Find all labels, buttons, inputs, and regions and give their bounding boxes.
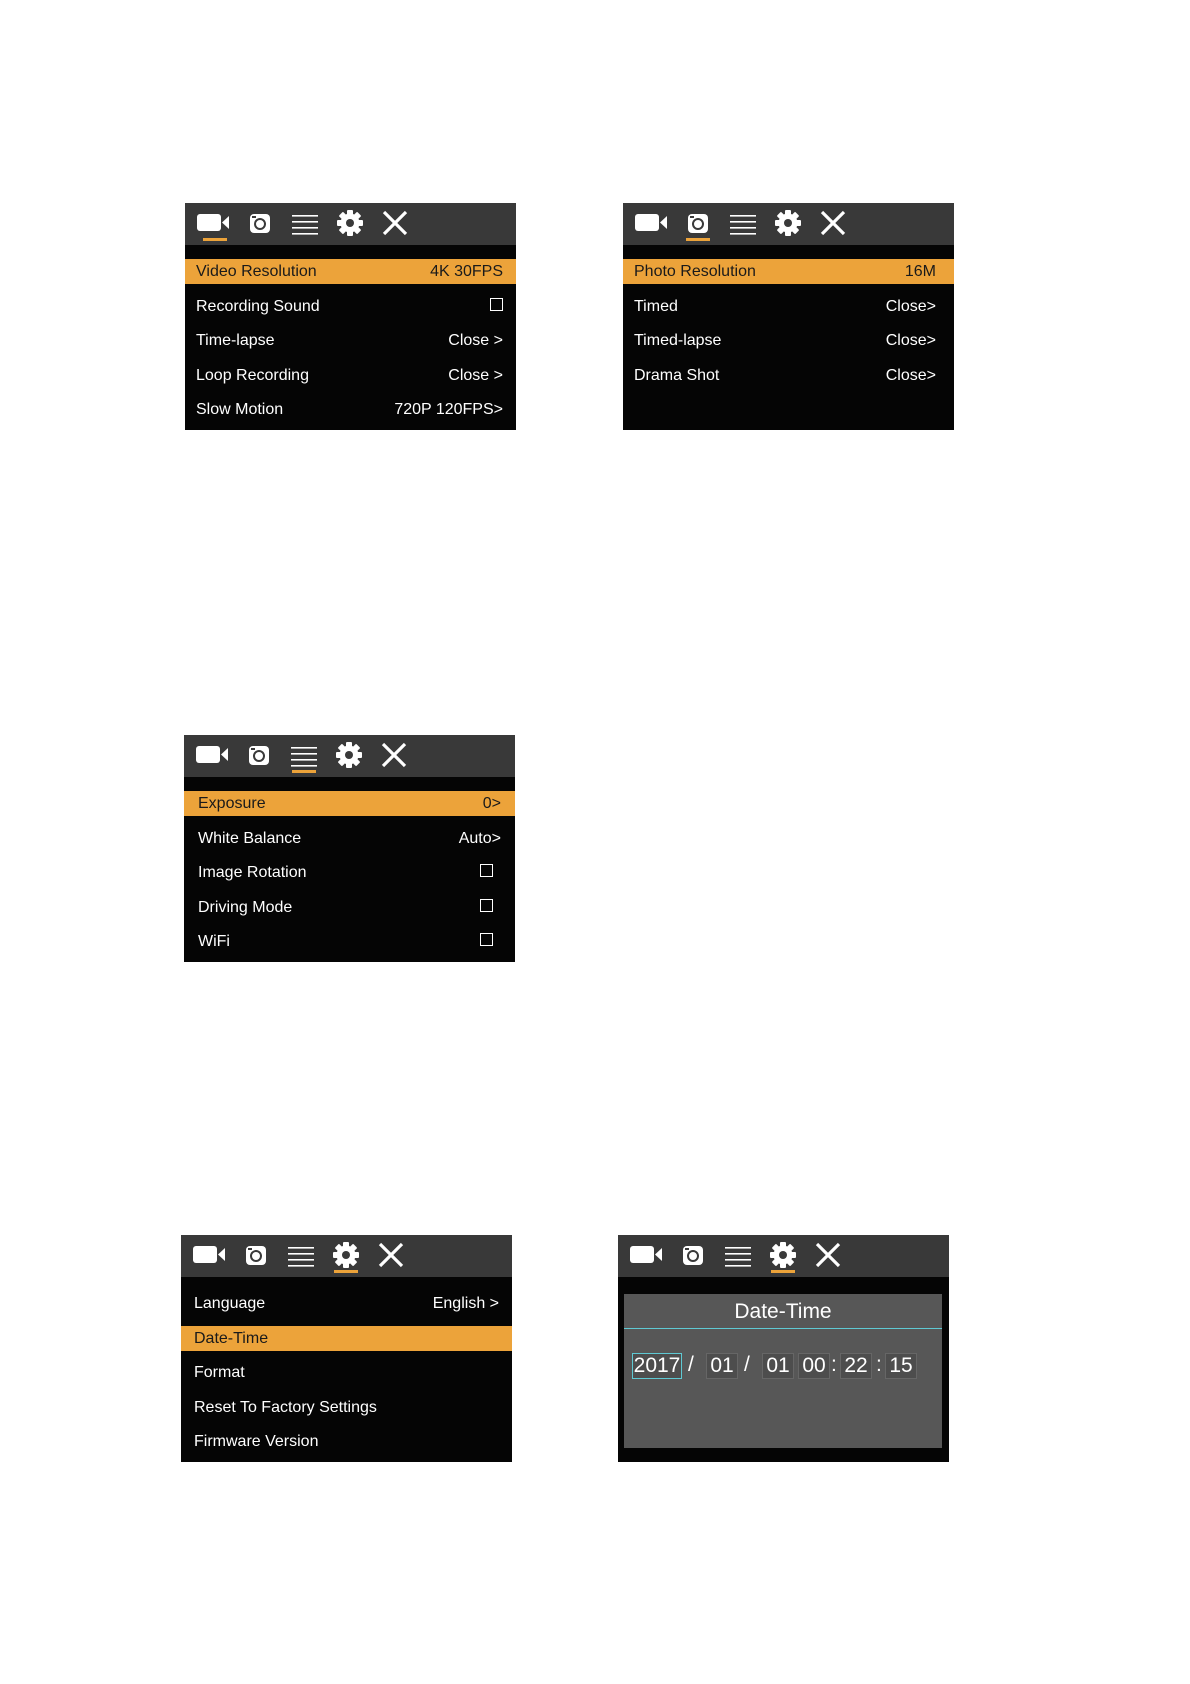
video-camera-icon xyxy=(194,735,234,777)
tools-menu-icon xyxy=(281,1235,321,1277)
menu-item-value: 0> xyxy=(482,795,501,812)
year-field[interactable]: 2017 xyxy=(633,1354,681,1377)
tab-setup[interactable] xyxy=(768,203,808,245)
menu-item-time-lapse[interactable] xyxy=(185,328,516,353)
month-field[interactable]: 01 xyxy=(706,1353,738,1379)
date-time-dialog xyxy=(624,1294,942,1448)
menu-item-label: Photo Resolution xyxy=(634,263,756,280)
menu-item-value: Close > xyxy=(448,366,503,384)
menu-item-label: Loop Recording xyxy=(196,366,309,384)
menu-item-wifi[interactable] xyxy=(184,929,515,954)
menu-item-label: Recording Sound xyxy=(196,297,320,315)
active-tab-indicator xyxy=(334,1270,358,1273)
gear-icon xyxy=(768,203,808,245)
recording-sound-checkbox[interactable] xyxy=(490,298,503,311)
gear-icon xyxy=(330,203,370,245)
tab-tools[interactable] xyxy=(281,1235,321,1277)
tab-tools[interactable] xyxy=(723,203,763,245)
active-tab-indicator xyxy=(203,238,227,241)
time-separator: : xyxy=(831,1353,837,1376)
menu-item-label: Timed xyxy=(634,297,678,315)
menu-item-label: Video Resolution xyxy=(196,263,317,280)
menu-item-recording-sound[interactable] xyxy=(185,294,516,319)
hour-field[interactable]: 00 xyxy=(798,1353,830,1379)
video-camera-icon xyxy=(191,1235,231,1277)
tab-close[interactable] xyxy=(374,735,414,777)
active-tab-indicator xyxy=(771,1270,795,1273)
tab-tools[interactable] xyxy=(284,735,324,777)
menu-item-video-resolution[interactable] xyxy=(185,259,516,284)
tab-close[interactable] xyxy=(371,1235,411,1277)
tools-menu-icon xyxy=(285,203,325,245)
menu-item-photo-resolution[interactable] xyxy=(623,259,954,284)
menu-item-value: English > xyxy=(432,1295,499,1312)
menu-item-label: Image Rotation xyxy=(198,864,307,881)
tab-video[interactable] xyxy=(191,1235,231,1277)
close-icon xyxy=(371,1235,411,1277)
menu-item-label: Firmware Version xyxy=(194,1433,319,1450)
tools-menu-icon xyxy=(723,203,763,245)
tab-photo[interactable] xyxy=(678,203,718,245)
day-field[interactable]: 01 xyxy=(762,1353,794,1379)
tab-photo[interactable] xyxy=(240,203,280,245)
video-settings-screen xyxy=(185,203,516,430)
menu-item-firmware-version[interactable] xyxy=(181,1429,512,1454)
tab-tools[interactable] xyxy=(285,203,325,245)
menu-tab-bar xyxy=(185,203,516,245)
tab-close[interactable] xyxy=(813,203,853,245)
menu-item-value: Auto> xyxy=(458,829,501,847)
tab-video[interactable] xyxy=(633,203,673,245)
menu-tab-bar xyxy=(623,203,954,245)
photo-settings-screen xyxy=(623,203,954,430)
menu-item-value: Close> xyxy=(885,332,936,349)
menu-item-white-balance[interactable] xyxy=(184,826,515,851)
menu-item-timed[interactable] xyxy=(623,294,954,319)
close-icon xyxy=(375,203,415,245)
menu-item-reset-factory[interactable] xyxy=(181,1395,512,1420)
tools-menu-icon xyxy=(718,1235,758,1277)
dialog-title: Date-Time xyxy=(734,1300,832,1323)
tools-settings-menu xyxy=(184,791,515,962)
menu-item-exposure[interactable] xyxy=(184,791,515,816)
menu-item-label: White Balance xyxy=(198,829,302,847)
close-icon xyxy=(808,1235,848,1277)
menu-item-label: Format xyxy=(194,1364,245,1381)
setup-settings-menu xyxy=(181,1291,512,1462)
driving-mode-checkbox[interactable] xyxy=(480,899,493,912)
tab-setup[interactable] xyxy=(330,203,370,245)
menu-item-label: Time-lapse xyxy=(196,332,275,349)
menu-item-timed-lapse[interactable] xyxy=(623,328,954,353)
tools-settings-screen xyxy=(184,735,515,962)
photo-camera-icon xyxy=(673,1235,713,1277)
second-field[interactable]: 15 xyxy=(885,1353,917,1379)
menu-item-label: Drama Shot xyxy=(634,366,720,384)
video-camera-icon xyxy=(633,203,673,245)
tab-setup[interactable] xyxy=(329,735,369,777)
tab-close[interactable] xyxy=(808,1235,848,1277)
photo-camera-icon xyxy=(236,1235,276,1277)
date-separator: / xyxy=(688,1353,694,1376)
menu-item-label: Timed-lapse xyxy=(634,332,722,349)
active-tab-indicator xyxy=(292,770,316,773)
menu-item-image-rotation[interactable] xyxy=(184,860,515,885)
menu-item-value: 720P 120FPS> xyxy=(394,401,503,418)
date-separator: / xyxy=(744,1353,750,1376)
tab-photo[interactable] xyxy=(239,735,279,777)
menu-item-value: Close> xyxy=(885,297,936,315)
menu-item-label: Reset To Factory Settings xyxy=(194,1398,377,1416)
video-settings-menu xyxy=(185,259,516,430)
photo-camera-icon xyxy=(240,203,280,245)
menu-item-label: Date-Time xyxy=(194,1329,269,1347)
photo-settings-menu xyxy=(623,259,954,397)
menu-item-drama-shot[interactable] xyxy=(623,363,954,388)
dialog-divider xyxy=(624,1328,942,1329)
menu-item-label: Exposure xyxy=(198,795,266,812)
menu-item-slow-motion[interactable] xyxy=(185,397,516,422)
menu-tab-bar xyxy=(618,1235,949,1277)
menu-item-label: Language xyxy=(194,1295,266,1312)
tab-photo[interactable] xyxy=(236,1235,276,1277)
menu-item-value: 4K 30FPS xyxy=(430,263,503,280)
menu-item-value: Close> xyxy=(885,366,936,384)
menu-tab-bar xyxy=(184,735,515,777)
photo-camera-icon xyxy=(239,735,279,777)
menu-item-value: Close > xyxy=(448,332,503,349)
menu-item-driving-mode[interactable] xyxy=(184,895,515,920)
tab-video[interactable] xyxy=(628,1235,668,1277)
tab-tools[interactable] xyxy=(718,1235,758,1277)
menu-item-label: Driving Mode xyxy=(198,898,293,916)
minute-field[interactable]: 22 xyxy=(840,1353,872,1379)
menu-item-label: Slow Motion xyxy=(196,401,284,418)
active-tab-indicator xyxy=(686,238,710,241)
menu-tab-bar xyxy=(181,1235,512,1277)
tab-photo[interactable] xyxy=(673,1235,713,1277)
menu-item-loop-recording[interactable] xyxy=(185,363,516,388)
menu-item-format[interactable] xyxy=(181,1360,512,1385)
close-icon xyxy=(374,735,414,777)
tab-setup[interactable] xyxy=(326,1235,366,1277)
tab-video[interactable] xyxy=(194,735,234,777)
tab-close[interactable] xyxy=(375,203,415,245)
menu-item-date-time[interactable] xyxy=(181,1326,512,1351)
time-separator: : xyxy=(876,1353,882,1376)
close-icon xyxy=(813,203,853,245)
gear-icon xyxy=(329,735,369,777)
wifi-checkbox[interactable] xyxy=(480,933,493,946)
menu-item-language[interactable] xyxy=(181,1291,512,1316)
date-time-screen xyxy=(618,1235,949,1462)
video-camera-icon xyxy=(628,1235,668,1277)
menu-item-label: WiFi xyxy=(198,933,230,950)
setup-settings-screen xyxy=(181,1235,512,1462)
image-rotation-checkbox[interactable] xyxy=(480,864,493,877)
tab-setup[interactable] xyxy=(763,1235,803,1277)
tab-video[interactable] xyxy=(195,203,235,245)
menu-item-value: 16M xyxy=(904,263,936,280)
